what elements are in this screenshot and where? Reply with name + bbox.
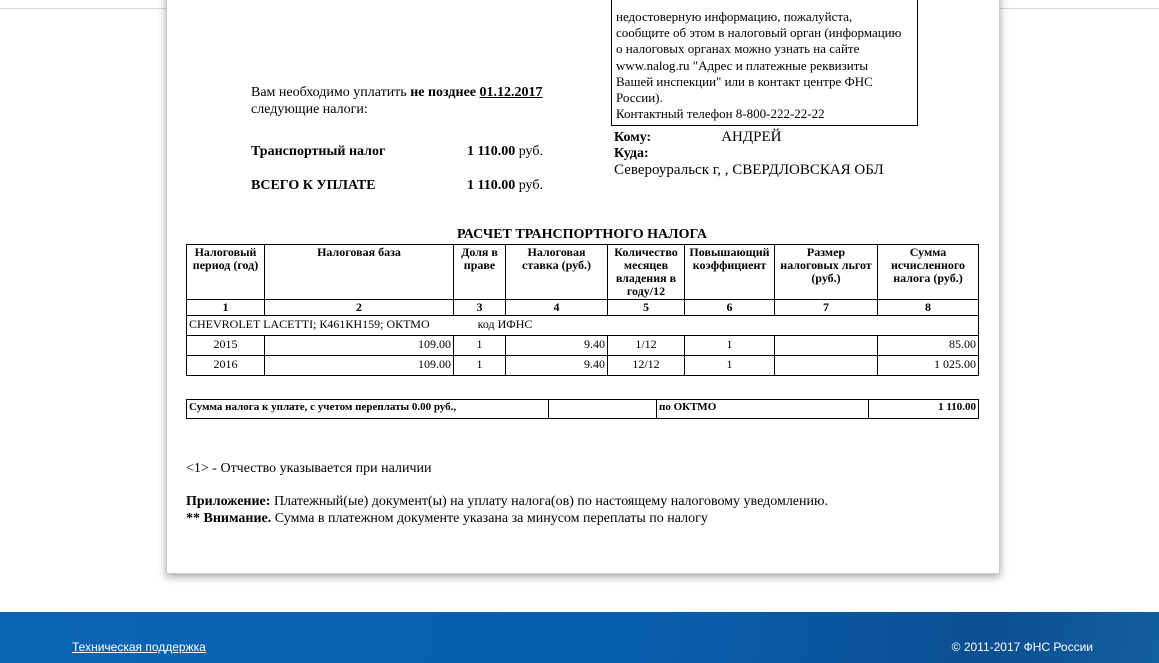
cell: 2016 (187, 356, 265, 376)
col-header: Сумма исчисленного налога (руб.) (878, 245, 979, 300)
table-row (187, 336, 979, 356)
currency: руб. (518, 178, 543, 193)
cell: 1 (685, 336, 775, 356)
cell: 12/12 (608, 356, 685, 376)
footnote: <1> - Отчество указывается при наличии (186, 461, 432, 476)
header-row (187, 245, 979, 300)
calc-title: РАСЧЕТ ТРАНСПОРТНОГО НАЛОГА (457, 227, 707, 242)
cell: 1 025.00 (878, 356, 979, 376)
info-box (611, 0, 918, 126)
to-label: Кому: (614, 130, 652, 145)
cell: 1 (454, 336, 506, 356)
cell: 9.40 (506, 356, 608, 376)
total-label: ВСЕГО К УПЛАТЕ (251, 178, 376, 193)
cell: 2015 (187, 336, 265, 356)
intro-text-2: следующие налоги: (251, 102, 368, 117)
total-amount: 1 110.00 (467, 178, 516, 193)
address: Североуральск г, , СВЕРДЛОВСКАЯ ОБЛ (614, 162, 884, 178)
info-line: www.nalog.ru "Адрес и платежные реквизиты (616, 57, 869, 73)
cell: 1 (454, 356, 506, 376)
to-value: АНДРЕЙ (721, 129, 782, 145)
cell: 1/12 (608, 336, 685, 356)
vehicle-code: код ИФНС (477, 317, 533, 331)
col-header: Налоговая база (265, 245, 454, 300)
cell: 109.00 (265, 336, 454, 356)
intro-text: Вам необходимо уплатить (251, 85, 407, 100)
col-header: Налоговый период (год) (187, 245, 265, 300)
tax-amount: 1 110.00 (467, 144, 516, 159)
summary-label: Сумма налога к уплате, с учетом переплаты 0.00 руб., (187, 400, 549, 419)
col-number: 5 (608, 300, 685, 316)
col-number: 3 (454, 300, 506, 316)
col-number: 2 (265, 300, 454, 316)
col-header: Количество месяцев владения в году/12 (608, 245, 685, 300)
currency: руб. (518, 144, 543, 159)
table-row (187, 356, 979, 376)
where-label: Куда: (614, 146, 649, 161)
vehicle-info: CHEVROLET LACETTI; К461КН159; ОКТМО (189, 317, 430, 331)
attach-label: Приложение: (186, 494, 271, 509)
col-number: 8 (878, 300, 979, 316)
warning-text: Сумма в платежном документе указана за минусом переплаты по налогу (274, 511, 708, 526)
deadline-date: 01.12.2017 (479, 85, 543, 100)
info-line: недостоверную информацию, пожалуйста, (616, 9, 853, 24)
info-line: Вашей инспекции" или в контакт центре ФНС (616, 73, 873, 89)
summary-oktmo: по ОКТМО (657, 400, 869, 419)
site-footer (0, 612, 1159, 663)
col-number: 4 (506, 300, 608, 316)
summary-amount: 1 110.00 (869, 400, 979, 419)
copyright: © 2011-2017 ФНС России (951, 640, 1093, 654)
tax-name: Транспортный налог (251, 144, 386, 159)
recipient-block (614, 129, 884, 179)
info-line: России). (616, 90, 663, 106)
cell: 85.00 (878, 336, 979, 356)
cell (775, 336, 878, 356)
col-header: Доля в праве (454, 245, 506, 300)
col-header: Налоговая ставка (руб.) (506, 245, 608, 300)
number-row (187, 300, 979, 316)
col-header: Размер налоговых льгот (руб.) (775, 245, 878, 300)
cell (775, 356, 878, 376)
cell: 9.40 (506, 336, 608, 356)
info-line: Контактный телефон 8-800-222-22-22 (616, 106, 825, 122)
col-number: 6 (685, 300, 775, 316)
col-number: 1 (187, 300, 265, 316)
deadline-prefix: не позднее (410, 85, 476, 100)
col-number: 7 (775, 300, 878, 316)
vehicle-row (187, 316, 979, 336)
info-line: о налоговых органах можно узнать на сайте (616, 41, 860, 57)
payment-intro (251, 84, 543, 118)
notes-block (186, 493, 828, 527)
summary-table (186, 399, 979, 419)
info-line: сообщите об этом в налоговый орган (информацию (616, 25, 902, 41)
cell: 109.00 (265, 356, 454, 376)
calc-table (186, 244, 979, 376)
summary-empty (549, 400, 657, 419)
warning-label: ** Внимание. (186, 511, 272, 526)
cell: 1 (685, 356, 775, 376)
col-header: Повышающий коэффициент (685, 245, 775, 300)
tech-support-link[interactable]: Техническая поддержка (72, 640, 206, 654)
attach-text: Платежный(ые) документ(ы) на уплату налога(ов) по настоящему налоговому уведомлению. (273, 494, 828, 509)
